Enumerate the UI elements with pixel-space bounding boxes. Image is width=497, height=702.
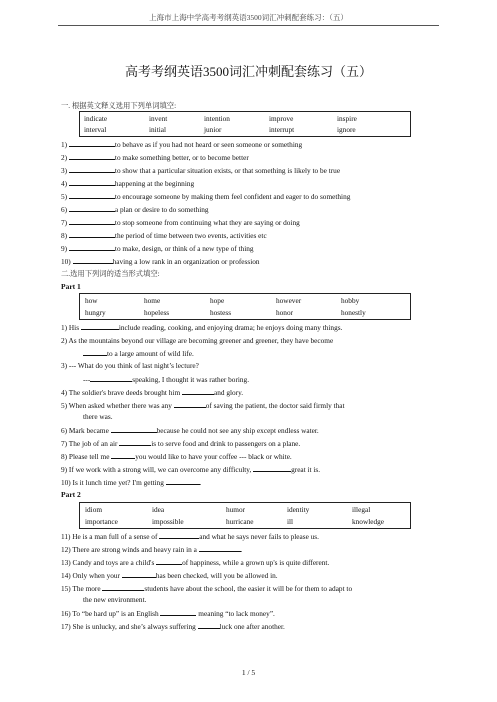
answer-blank[interactable] — [199, 544, 241, 552]
part1-word-box — [79, 293, 411, 320]
word: humor — [226, 505, 246, 514]
answer-blank[interactable] — [159, 531, 199, 539]
answer-blank[interactable] — [160, 608, 196, 616]
section1-word-box — [79, 111, 411, 137]
word: invent — [149, 114, 168, 123]
answer-blank[interactable] — [198, 621, 220, 629]
question-continuation: there was. — [83, 412, 113, 421]
question-continuation: --- speaking, I thought it was rather boring. — [83, 375, 250, 384]
item: 6) a plan or desire to do something — [61, 205, 209, 214]
question: 16) To “be hard up” is an English meaning “to lack money”. — [61, 609, 275, 618]
word: importance — [85, 517, 118, 526]
section2-heading: 二.选用下列词的适当形式填空: — [61, 269, 160, 278]
word: hostess — [210, 308, 232, 317]
answer-blank[interactable] — [111, 451, 135, 459]
word: junior — [204, 125, 222, 134]
word: honor — [276, 308, 294, 317]
question: 17) She is unlucky, and she’s always suffering luck one after another. — [61, 622, 285, 631]
word: hope — [210, 296, 225, 305]
word: how — [85, 296, 98, 305]
answer-blank[interactable] — [69, 178, 115, 186]
word: knowledge — [352, 517, 385, 526]
question: 7) The job of an air is to serve food and drink to passengers on a plane. — [61, 439, 301, 448]
answer-blank[interactable] — [111, 425, 157, 433]
item: 10) having a low rank in an organization or profession — [61, 257, 260, 266]
question: 4) The soldier's brave deeds brought him and glory. — [61, 388, 244, 397]
question: 8) Please tell me you would like to have your coffee --- black or white. — [61, 452, 292, 461]
item: 1) to behave as if you had not heard or seen someone or something — [61, 140, 303, 149]
question: 6) Mark became because he could not see any ship except endless water. — [61, 426, 319, 435]
answer-blank[interactable] — [90, 374, 132, 382]
answer-blank[interactable] — [69, 152, 115, 160]
part1-label: Part 1 — [61, 282, 81, 291]
answer-blank[interactable] — [69, 165, 115, 173]
question: 12) There are strong winds and heavy rain in a . — [61, 545, 243, 554]
part2-label: Part 2 — [61, 490, 81, 499]
question-continuation: to a large amount of wild life. — [83, 348, 194, 358]
answer-blank[interactable] — [69, 230, 115, 238]
item: 9) to make, design, or think of a new type of thing — [61, 244, 254, 253]
item: 3) to show that a particular situation exists, or that something is likely to be true — [61, 166, 341, 175]
answer-blank[interactable] — [69, 204, 115, 212]
question: 9) If we work with a strong will, we can overcome any difficulty, great it is. — [61, 465, 321, 474]
question: 11) He is a man full of a sense of and what he says never fails to please us. — [61, 532, 319, 541]
word: impossible — [152, 517, 184, 526]
answer-blank[interactable] — [119, 438, 151, 446]
answer-blank[interactable] — [69, 217, 115, 225]
question: 13) Candy and toys are a child's of happiness, while a grown up's is quite different. — [61, 558, 330, 567]
word: interval — [84, 125, 107, 134]
answer-blank[interactable] — [69, 139, 115, 147]
answer-blank[interactable] — [122, 570, 156, 578]
answer-blank[interactable] — [73, 256, 113, 264]
item: 8) the period of time between two events, activities etc — [61, 231, 267, 240]
word: hobby — [341, 296, 360, 305]
item: 2) to make something better, or to become better — [61, 153, 249, 162]
word: ignore — [337, 125, 356, 134]
running-header: 上海市上海中学高考考纲英语3500词汇冲刺配套练习：（五） — [149, 13, 348, 22]
word: identity — [287, 505, 310, 514]
word: inspire — [337, 114, 357, 123]
answer-blank[interactable] — [166, 477, 200, 485]
word: idiom — [85, 505, 103, 514]
answer-blank[interactable] — [253, 464, 291, 472]
word: initial — [149, 125, 167, 134]
word: ill — [287, 517, 294, 526]
item: 4) happening at the beginning — [61, 179, 195, 188]
word: hurricane — [226, 517, 254, 526]
answer-blank[interactable] — [81, 322, 119, 330]
question: 10) Is it lunch time yet? I'm getting . — [61, 478, 202, 487]
word: intention — [204, 114, 230, 123]
page-title: 高考考纲英语3500词汇冲刺配套练习（五） — [124, 64, 372, 79]
word: honestly — [341, 308, 366, 317]
word: however — [276, 296, 302, 305]
question: 5) When asked whether there was any of saving the patient, the doctor said firmly that — [61, 401, 345, 410]
word: hungry — [85, 308, 106, 317]
word: illegal — [352, 505, 371, 514]
question: 3) --- What do you think of last night’s lecture? — [61, 361, 199, 370]
page-number: 1 / 5 — [241, 668, 256, 677]
answer-blank[interactable] — [83, 348, 107, 356]
answer-blank[interactable] — [102, 583, 144, 591]
word: idea — [152, 505, 165, 514]
answer-blank[interactable] — [156, 557, 182, 565]
question-continuation: the new environment. — [83, 595, 147, 604]
header-divider — [58, 25, 439, 26]
question: 1) His include reading, cooking, and enjoying drama; he enjoys doing many things. — [61, 323, 343, 332]
item: 5) to encourage someone by making them feel confident and eager to do something — [61, 192, 351, 201]
word: interrupt — [269, 125, 295, 134]
answer-blank[interactable] — [182, 387, 214, 395]
part2-word-box — [79, 502, 411, 529]
word: improve — [269, 114, 294, 123]
answer-blank[interactable] — [69, 243, 115, 251]
answer-blank[interactable] — [69, 191, 115, 199]
item: 7) to stop someone from continuing what they are saying or doing — [61, 218, 300, 227]
question: 15) The more students have about the school, the easier it will be for them to adapt to — [61, 584, 353, 593]
section1-heading: 一. 根据英文释义选用下列单词填空: — [61, 101, 177, 110]
question: 14) Only when your has been checked, will you be allowed in. — [61, 571, 278, 580]
word: hopeless — [144, 308, 170, 317]
question: 2) As the mountains beyond our village are becoming greener and greener, they have become — [61, 336, 334, 345]
word: home — [144, 296, 161, 305]
answer-blank[interactable] — [174, 400, 206, 408]
word: indicate — [84, 114, 108, 123]
